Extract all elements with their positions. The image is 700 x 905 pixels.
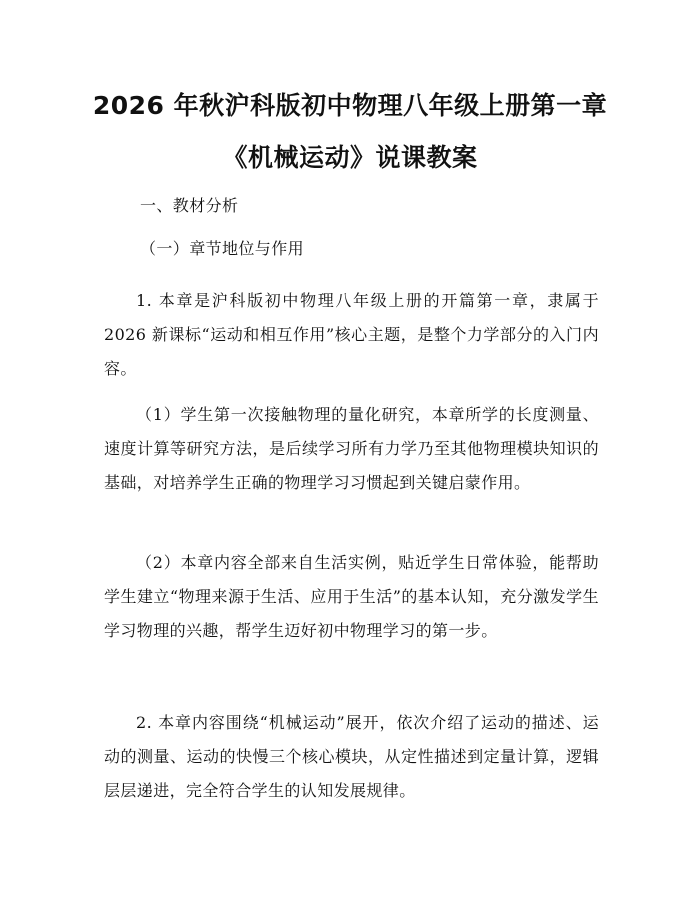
paragraph-2: （1）学生第一次接触物理的量化研究，本章所学的长度测量、速度计算等研究方法，是后续学习所有力学乃至其他物理模块知识的基础，对培养学生正确的物理学习习惯起到关键启蒙作用。	[104, 405, 599, 492]
paragraph-4: 2. 本章内容围绕“机械运动”展开，依次介绍了运动的描述、运动的测量、运动的快慢三个核心模块，从定性描述到定量计算，逻辑层层递进，完全符合学生的认知发展规律。	[104, 713, 599, 800]
document-title-line-1: 2026 年秋沪科版初中物理八年级上册第一章	[92, 91, 608, 120]
subsection-heading: （一）章节地位与作用	[140, 239, 305, 258]
section-heading: 一、教材分析	[140, 196, 239, 215]
document-title-line-2: 《机械运动》说课教案	[222, 143, 478, 172]
paragraph-1: 1. 本章是沪科版初中物理八年级上册的开篇第一章，隶属于 2026 新课标“运动和相互作用”核心主题，是整个力学部分的入门内容。	[104, 291, 599, 378]
paragraph-3: （2）本章内容全部来自生活实例，贴近学生日常体验，能帮助学生建立“物理来源于生活、应用于生活”的基本认知，充分激发学生学习物理的兴趣，帮学生迈好初中物理学习的第一步。	[104, 553, 599, 640]
